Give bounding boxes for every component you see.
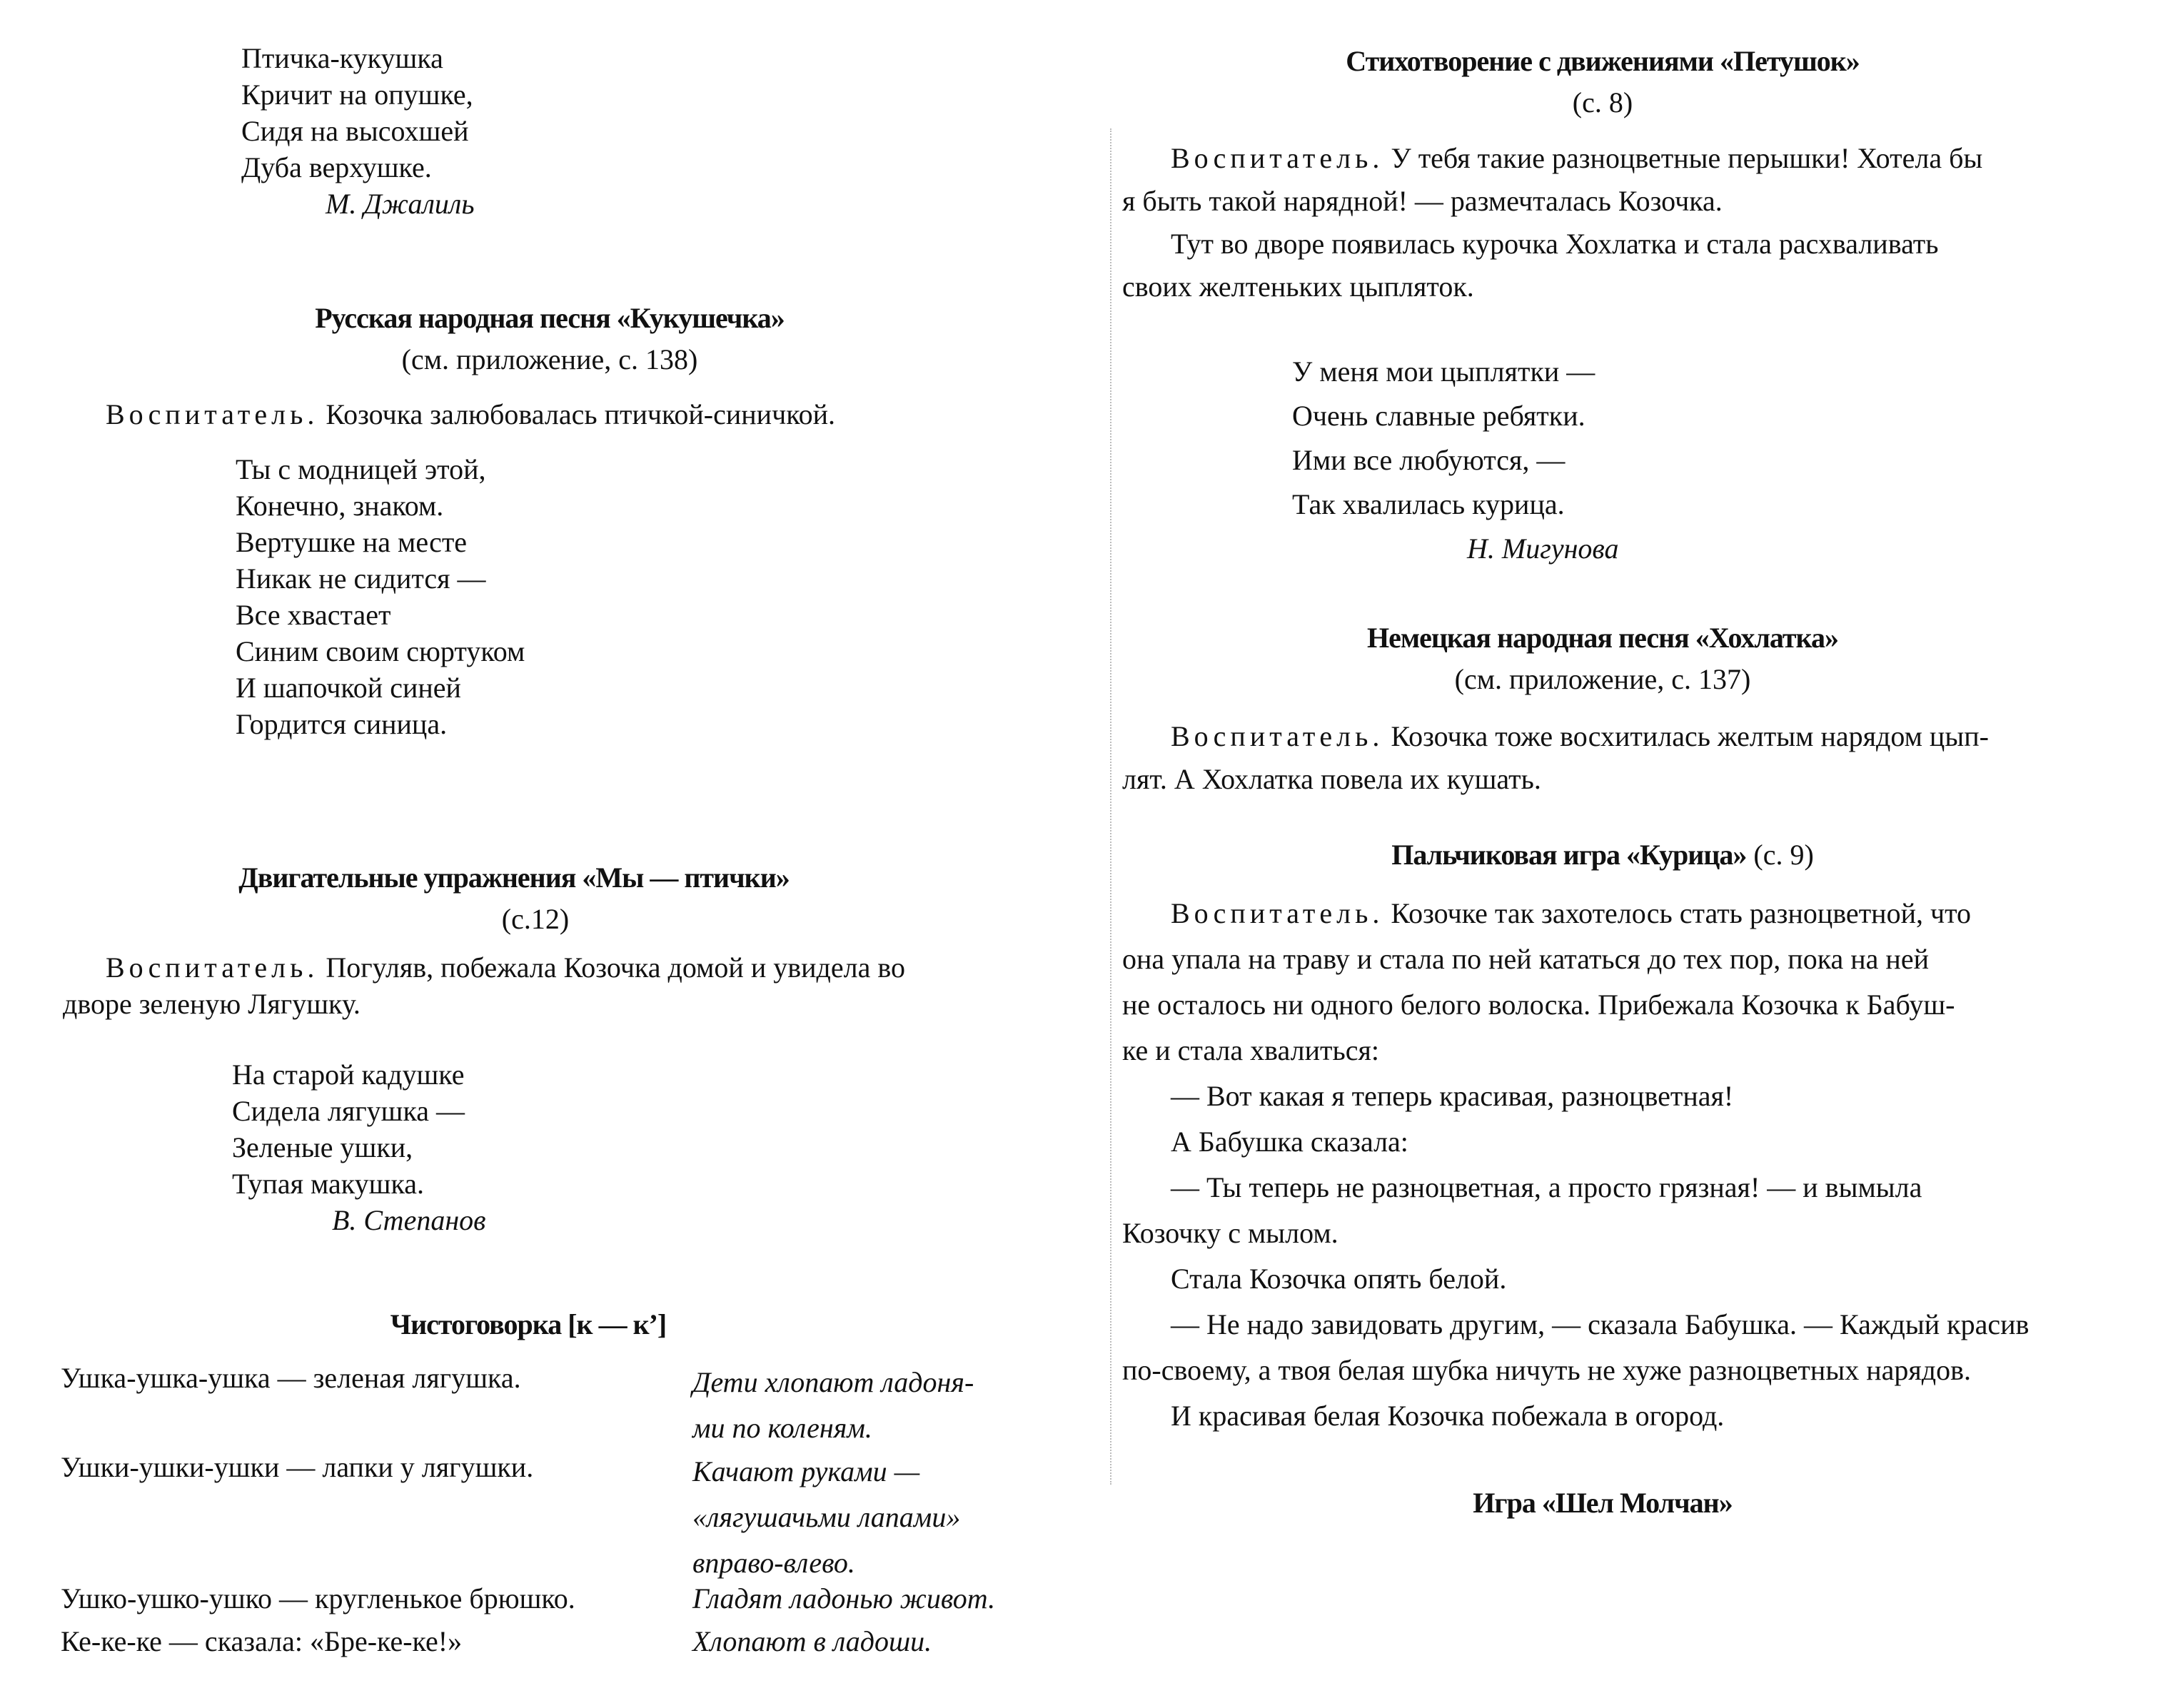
- section-title-molchan: Игра «Шел Молчан»: [1473, 1487, 1733, 1519]
- poem-line: Кричит на опушке,: [241, 79, 473, 111]
- poem-line: Гордится синица.: [236, 708, 448, 740]
- poem-line: Сидела лягушка —: [232, 1095, 465, 1127]
- speaker-label: Воспитатель.: [106, 398, 319, 430]
- speaker-label: Воспитатель.: [1171, 142, 1384, 174]
- poem-line: Конечно, знаком.: [236, 490, 444, 522]
- twister-action: Дети хлопают ладоня- ми по коленям.: [692, 1366, 974, 1444]
- poem-line: Вертушке на месте: [236, 526, 468, 558]
- section-title-petushok: Стихотворение с движениями «Петушок»: [1346, 45, 1860, 77]
- section-ref: (см. приложение, с. 137): [1454, 663, 1751, 695]
- section-ref: (с.12): [501, 903, 570, 935]
- poem-line: Сидя на высохшей: [241, 115, 469, 147]
- right-page: [1089, 0, 2178, 1708]
- poem-kukushka: [241, 40, 475, 222]
- poem-line: Очень славные ребятки.: [1292, 400, 1585, 432]
- poem-line: Ими все любуются, —: [1292, 444, 1566, 476]
- poem-lyagushka: [232, 1056, 486, 1238]
- section-title-chistogovorka: Чистоговорка [к — к’]: [390, 1308, 667, 1340]
- section-ref: (см. приложение, с. 138): [401, 343, 698, 375]
- section-title-ptichki: Двигательные упражнения «Мы — птички»: [238, 861, 790, 894]
- poem-line: Синим своим сюртуком: [236, 635, 525, 667]
- paragraph: Воспитатель. Козочка тоже восхитилась желтым нарядом цып- лят. А Хохлатка повела их кушать.: [1122, 720, 1989, 795]
- poem-tsyplyatki: [1292, 350, 1619, 571]
- section-ref: (с. 8): [1572, 86, 1633, 118]
- poem-author: В. Степанов: [332, 1204, 486, 1236]
- poem-line: Ты с модницей этой,: [236, 453, 486, 485]
- paragraph: Воспитатель. Козочка залюбовалась птичкой-синичкой.: [106, 398, 836, 430]
- twister-row: Ушко-ушко-ушко — кругленькое брюшко. Ке-ке-ке — сказала: «Бре-ке-ке!»: [61, 1582, 575, 1657]
- poem-line: На старой кадушке: [232, 1058, 465, 1091]
- poem-line: Никак не сидится —: [236, 562, 486, 595]
- section-title-kuritsa-row: [1246, 837, 1960, 873]
- poem-line: Зеленые ушки,: [232, 1131, 413, 1163]
- twister-row: Ушки-ушки-ушки — лапки у лягушки.: [61, 1451, 534, 1483]
- speaker-label: Воспитатель.: [1171, 720, 1384, 752]
- poem-line: Тупая макушка.: [232, 1168, 425, 1200]
- section-title-kuritsa: Пальчиковая игра «Курица»: [1391, 839, 1747, 871]
- speaker-label: Воспитатель.: [106, 951, 319, 984]
- section-title-khokhlatka: Немецкая народная песня «Хохлатка»: [1367, 622, 1838, 654]
- poem-line: Птичка-кукушка: [241, 42, 443, 74]
- twister-action: Качают руками — «лягушачьми лапами» вправо-влево.: [692, 1455, 961, 1579]
- poem-line: Все хвастает: [236, 599, 391, 631]
- section-ref: (с. 9): [1746, 839, 1814, 871]
- poem-sinitsa: [236, 451, 525, 742]
- paragraph: Воспитатель. Погуляв, побежала Козочка домой и увидела во дворе зеленую Лягушку.: [63, 951, 905, 1020]
- poem-line: Так хвалилась курица.: [1292, 488, 1565, 520]
- paragraph: Воспитатель. Козочке так захотелось стать разноцветной, что она упала на траву и стала по ней кататься до тех пор, пока на ней не осталось ни одного белого волоска. Прибежала Козочка к Бабуш- ке и стала хвалиться: — Вот какая я теперь красивая, разноцветная! А Бабушка сказала: — Ты теперь не разноцветная, а просто грязная! — и вымыла Козочку с мылом. Стала Козочка опять белой. — Не надо завидовать другим, — сказала Бабушка. — Каждый красив по-своему, а твоя белая шубка ничуть не хуже разноцветных нарядов. И красивая белая Козочка побежала в огород.: [1122, 897, 2030, 1432]
- poem-author: М. Джалиль: [326, 188, 475, 220]
- twister-row: Ушка-ушка-ушка — зеленая лягушка.: [61, 1362, 521, 1394]
- section-title-kukushechka: Русская народная песня «Кукушечка»: [315, 302, 785, 334]
- paragraph: Воспитатель. У тебя такие разноцветные перышки! Хотела бы я быть такой нарядной! — размечталась Козочка. Тут во дворе появилась курочка Хохлатка и стала расхваливать своих желтеньких цыпляток.: [1122, 142, 1983, 303]
- speaker-label: Воспитатель.: [1171, 897, 1384, 929]
- twister-action: Гладят ладонью живот. Хлопают в ладоши.: [692, 1582, 996, 1657]
- poem-author: Н. Мигунова: [1467, 532, 1619, 565]
- poem-line: У меня мои цыплятки —: [1292, 355, 1595, 388]
- poem-line: Дуба верхушке.: [241, 151, 432, 183]
- poem-line: И шапочкой синей: [236, 672, 461, 704]
